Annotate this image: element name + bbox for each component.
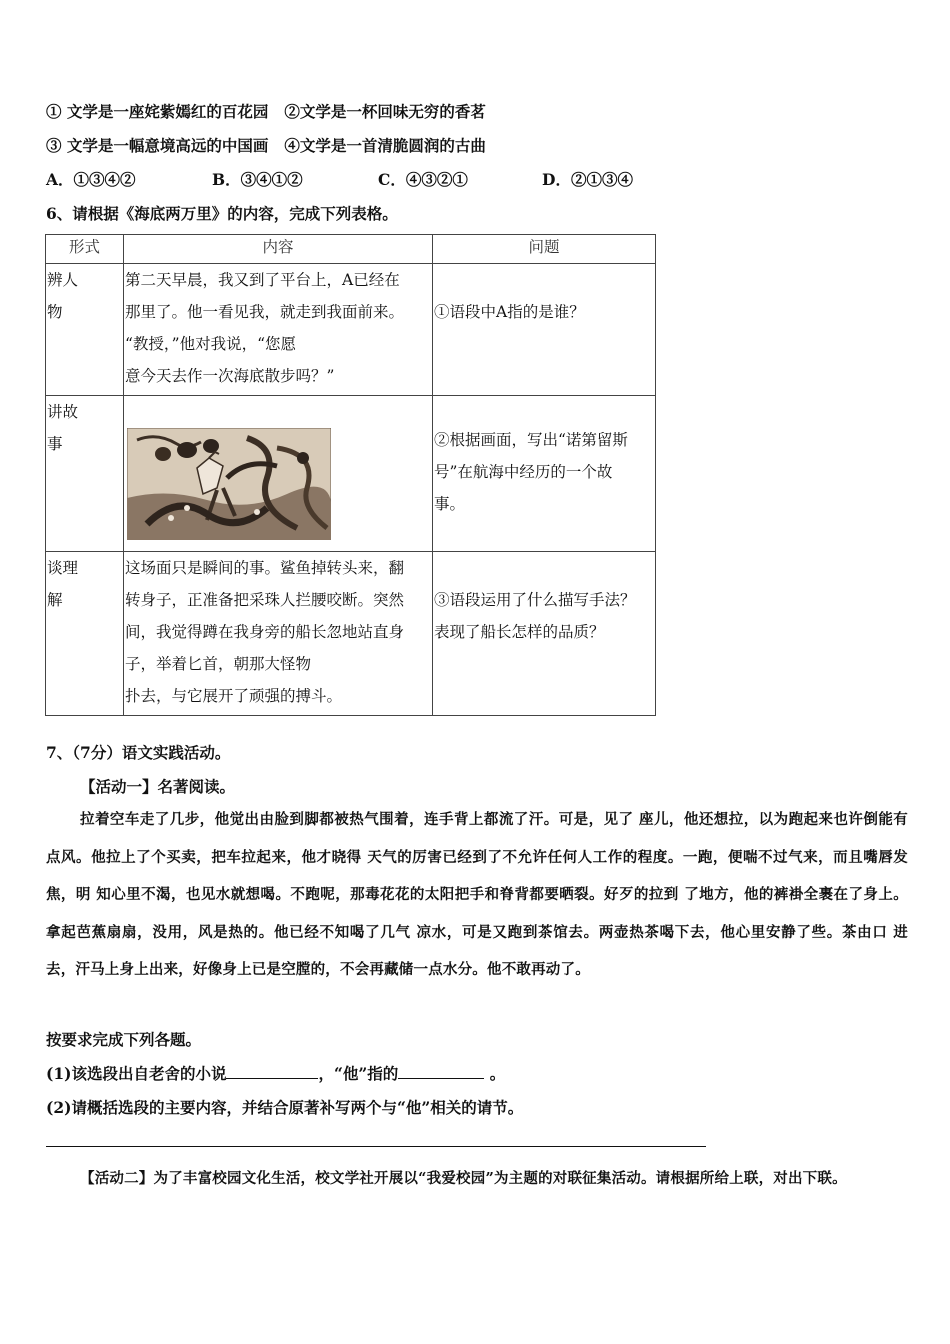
content-line: 那里了。他一看见我，就走到我面前来。 [125, 303, 405, 321]
q5-option-4: ④文学是一首清脆圆润的古曲 [284, 136, 486, 155]
content-cell [124, 552, 433, 716]
question-line: ③语段运用了什么描写手法？ [434, 591, 636, 609]
q7-sub-question-2: (2)请概括选段的主要内容，并结合原著补写两个与“他”相关的请节。 [46, 1098, 524, 1117]
header-content: 内容 [124, 235, 433, 264]
sub1-text-c: 。 [484, 1064, 506, 1083]
form-text: 讲故 [47, 403, 79, 421]
q7-activity-2: 【活动二】为了丰富校园文化生活，校文学社开展以“我爱校园”为主题的对联征集活动。请根据所给上联，对出下联。 [80, 1170, 847, 1187]
sub1-text-b: ，“他”指的 [318, 1064, 399, 1083]
content-line: 子，举着匕首，朝那大怪物 [125, 655, 312, 673]
form-text: 谈理 [47, 559, 79, 577]
octopus-fight-illustration [127, 428, 331, 540]
question-cell [433, 396, 656, 552]
content-cell [124, 264, 433, 396]
q5-option-3: ③ 文学是一幅意境高远的中国画 [46, 136, 269, 155]
question-cell [433, 264, 656, 396]
content-cell [124, 396, 433, 552]
content-line: 扑去，与它展开了顽强的搏斗。 [125, 687, 343, 705]
q7-title: 7、（7分）语文实践活动。 [46, 743, 231, 762]
q5-option-1: ① 文学是一座姹紫嫣红的百花园 [46, 102, 269, 121]
answer-line[interactable] [46, 1146, 706, 1147]
q5-choice-a: A．①③④② [46, 170, 136, 189]
header-form: 形式 [46, 235, 124, 264]
question-line: 号”在航海中经历的一个故 [434, 463, 613, 481]
q6-prompt: 6、请根据《海底两万里》的内容，完成下列表格。 [46, 204, 398, 223]
q5-options-row-2 [46, 136, 486, 156]
question-line: 事。 [434, 495, 466, 513]
content-line: “教授，”他对我说，“您愿 [125, 335, 297, 353]
sub1-text-a: (1)该选段出自老舍的小说 [46, 1064, 227, 1083]
question-cell [433, 552, 656, 716]
form-cell [46, 264, 124, 396]
content-line: 间，我觉得蹲在我身旁的船长忽地站直身 [125, 623, 405, 641]
table-header-row [46, 235, 656, 264]
table-row [46, 396, 656, 552]
q7-instruction: 按要求完成下列各题。 [46, 1030, 202, 1049]
content-line: 第二天早晨，我又到了平台上，A已经在 [125, 271, 400, 289]
q7-activity-1-heading: 【活动一】名著阅读。 [80, 777, 236, 796]
form-text: 物 [47, 303, 63, 321]
form-text: 解 [47, 591, 63, 609]
q7-sub-question-1 [46, 1064, 505, 1084]
q5-choice-d: D．②①③④ [542, 170, 633, 189]
table-row [46, 264, 656, 396]
q7-passage: 拉着空车走了几步，他觉出由脸到脚都被热气围着，连手背上都流了汗。可是，见了 座儿，他还想拉，以为跑起来也许倒能有点风。他拉上了个买卖，把车拉起来，他才晓得 天气的厉害已经到了不允许任何人工作的程度。一跑，便喘不过气来，而且嘴唇发焦，明 知心里不渴，也见水就想喝。不跑呢，那毒花花的太阳把手和脊背都要晒裂。好歹的拉到 了地方，他的裤褂全裹在了身上。拿起芭蕉扇扇，没用，风是热的。他已经不知喝了几气 凉水，可是又跑到茶馆去。两壶热茶喝下去，他心里安静了些。茶由口 进去，汗马上身上出来，好像身上已是空膛的，不会再藏储一点水分。他不敢再动了。 [46, 811, 908, 978]
q6-table [45, 234, 656, 716]
form-cell [46, 552, 124, 716]
answer-blank-he[interactable] [398, 1064, 484, 1079]
form-cell [46, 396, 124, 552]
answer-blank-novel[interactable] [226, 1064, 318, 1079]
q5-option-2: ②文学是一杯回味无穷的香茗 [284, 102, 486, 121]
q5-options-row-1 [46, 102, 486, 122]
table-row [46, 552, 656, 716]
content-line: 转身子，正准备把采珠人拦腰咬断。突然 [125, 591, 405, 609]
q5-choices [46, 170, 633, 190]
q5-choice-b: B．③④①② [212, 170, 303, 189]
q5-choice-c: C．④③②① [378, 170, 468, 189]
question-line: 表现了船长怎样的品质？ [434, 623, 605, 641]
content-line: 这场面只是瞬间的事。鲨鱼掉转头来，翻 [125, 559, 405, 577]
header-question: 问题 [433, 235, 656, 264]
form-text: 事 [47, 435, 63, 453]
content-line: 意今天去作一次海底散步吗？” [125, 367, 335, 385]
question-line: ①语段中A指的是谁？ [434, 303, 585, 321]
question-line: ②根据画面，写出“诺第留斯 [434, 431, 628, 449]
form-text: 辨人 [47, 271, 79, 289]
